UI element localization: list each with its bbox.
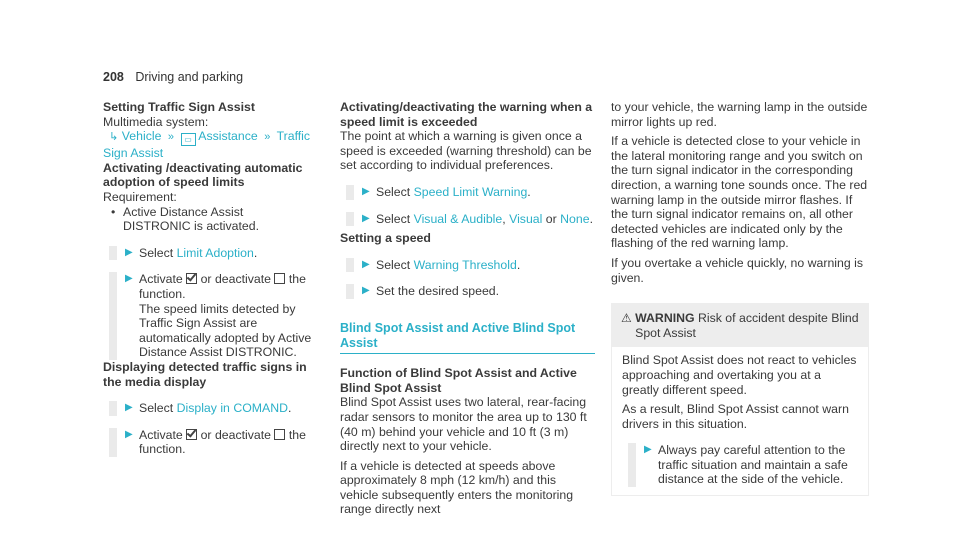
checkbox-checked-icon (186, 429, 197, 440)
function-text: the function. (139, 272, 306, 301)
warning-header-text (635, 311, 861, 340)
step-text-end: . (527, 184, 531, 199)
step-select-speed-limit-warning (346, 185, 595, 200)
multimedia-label: Multimedia system: (103, 114, 209, 129)
checkbox-checked-icon (186, 273, 197, 284)
link-visual-audible[interactable]: Visual & Audible (413, 211, 503, 226)
activate-text: Activate (139, 272, 183, 287)
heading-activating-adoption: Activating /deactivating automatic adoption of speed limits (103, 160, 303, 190)
bullet-icon: • (111, 204, 116, 219)
step-select-warning-threshold (346, 258, 595, 273)
step-text-end: . (253, 245, 258, 260)
link-visual[interactable]: Visual (509, 211, 543, 226)
warning-triangle-icon: ⚠ (621, 311, 632, 326)
step-text-end: . (287, 401, 292, 416)
warning-step (628, 443, 858, 487)
step-text: Select (376, 184, 414, 199)
step-text: Set the desired speed. (376, 284, 500, 299)
section-title: Driving and parking (135, 70, 244, 84)
page-number: 208 (103, 70, 124, 84)
triangle-right-icon: ▶ (362, 185, 370, 197)
paragraph-continued: to your vehicle, the warning lamp in the outside mirror lights up red. (611, 100, 868, 129)
triangle-right-icon: ▶ (362, 285, 370, 297)
car-icon: ▭ (181, 133, 196, 146)
function-description: Blind Spot Assist uses two lateral, rear-facing radar sensors to monitor the area up to 130 ft (40 m) behind your vehicle and 10 ft (3 m) directly next to your vehicle. (340, 395, 587, 454)
triangle-right-icon: ▶ (125, 246, 133, 258)
triangle-right-icon: ▶ (362, 212, 370, 224)
requirement-text: Active Distance Assist DISTRONIC is activated. (123, 204, 259, 234)
heading-function-blind-spot: Function of Blind Spot Assist and Active Blind Spot Assist (340, 366, 577, 395)
step-text: Select (139, 401, 177, 416)
step-text-end: . (516, 257, 521, 272)
step-activate-display (109, 428, 313, 457)
link-limit-adoption[interactable]: Limit Adoption (176, 245, 254, 260)
triangle-right-icon: ▶ (125, 402, 133, 414)
deactivate-text: or deactivate (200, 272, 272, 287)
warning-box (611, 303, 869, 496)
page-header (103, 70, 243, 85)
heading-setting-tsa: Setting Traffic Sign Assist (103, 100, 255, 114)
heading-warning-exceeded: Activating/deactivating the warning when a speed limit is exceeded (340, 100, 593, 129)
link-warning-threshold[interactable]: Warning Threshold (413, 257, 517, 272)
step-select-display (109, 401, 313, 416)
warning-header (611, 303, 869, 346)
checkbox-empty-icon (274, 429, 285, 440)
checkbox-empty-icon (274, 273, 285, 284)
double-chevron-icon: » (164, 131, 178, 144)
path-traffic-sign-assist[interactable]: Traffic Sign Assist (103, 129, 311, 161)
triangle-right-icon: ▶ (362, 258, 370, 270)
paragraph-lateral: If a vehicle is detected close to your vehicle in the lateral monitoring range and you switch on the turn signal indicator in the corresponding direction, a warning tone sounds once. The red warning lamp in the outside mirror flashes. If the turn signal indicator remains on, all other detected vehicles are indicated only by the flashing of the red warning lamp. (611, 134, 868, 251)
warning-body (611, 346, 869, 496)
step-activate-adoption (109, 272, 313, 360)
heading-setting-speed: Setting a speed (340, 231, 431, 246)
menu-path (103, 129, 313, 161)
function-description-2: If a vehicle is detected at speeds above approximately 8 mph (12 km/h) and this vehicle subsequently enters the monitoring range directly next (340, 458, 574, 517)
step-set-speed (346, 284, 595, 299)
link-speed-limit-warning[interactable]: Speed Limit Warning (413, 184, 528, 199)
separator-text: , (502, 211, 510, 226)
warning-step-text: Always pay careful attention to the traffic situation and maintain a safe distance at the side of the vehicle. (658, 443, 848, 487)
step-text: Select (376, 211, 414, 226)
path-vehicle[interactable]: Vehicle (121, 129, 162, 144)
activate-description: The speed limits detected by Traffic Sign Assist are automatically adopted by Active Distance Assist DISTRONIC. (139, 301, 312, 360)
step-text: Select (139, 245, 177, 260)
triangle-right-icon: ▶ (125, 273, 133, 285)
paragraph-overtake: If you overtake a vehicle quickly, no warning is given. (611, 255, 863, 285)
path-assistance[interactable]: Assistance (198, 129, 258, 144)
deactivate-text: or deactivate (200, 427, 272, 442)
step-select-limit-adoption (109, 246, 313, 261)
step-text: Select (376, 257, 414, 272)
warning-paragraph-1: Blind Spot Assist does not react to vehicles approaching and overtaking you at a greatly different speed. (622, 353, 857, 397)
requirement-bullet (109, 205, 313, 234)
warning-label: WARNING (635, 311, 695, 326)
double-chevron-icon: » (261, 131, 274, 144)
activate-text: Activate (139, 427, 183, 442)
link-none[interactable]: None (560, 211, 590, 226)
function-text: the function. (139, 427, 306, 457)
warning-paragraph-2: As a result, Blind Spot Assist cannot warn drivers in this situation. (622, 402, 849, 431)
warning-description: The point at which a warning is given once a speed is exceeded (warning threshold) can be set according to individual preferences. (340, 129, 592, 173)
triangle-right-icon: ▶ (644, 444, 652, 456)
requirement-label: Requirement: (103, 189, 177, 204)
warning-title: Risk of accident despite Blind Spot Assist (635, 311, 859, 340)
column-middle (340, 100, 595, 517)
step-text-end: . (589, 211, 593, 226)
or-text: or (542, 211, 561, 226)
step-select-warning-type (346, 212, 595, 227)
activate-line (139, 272, 313, 301)
return-arrow-icon: ↳ (103, 131, 119, 144)
column-right (611, 100, 869, 496)
heading-displaying-signs: Displaying detected traffic signs in the media display (103, 359, 307, 389)
section-heading-blind-spot: Blind Spot Assist and Active Blind Spot Assist (340, 321, 595, 354)
column-left (103, 100, 313, 457)
triangle-right-icon: ▶ (125, 428, 133, 440)
link-display-in-comand[interactable]: Display in COMAND (176, 401, 288, 416)
